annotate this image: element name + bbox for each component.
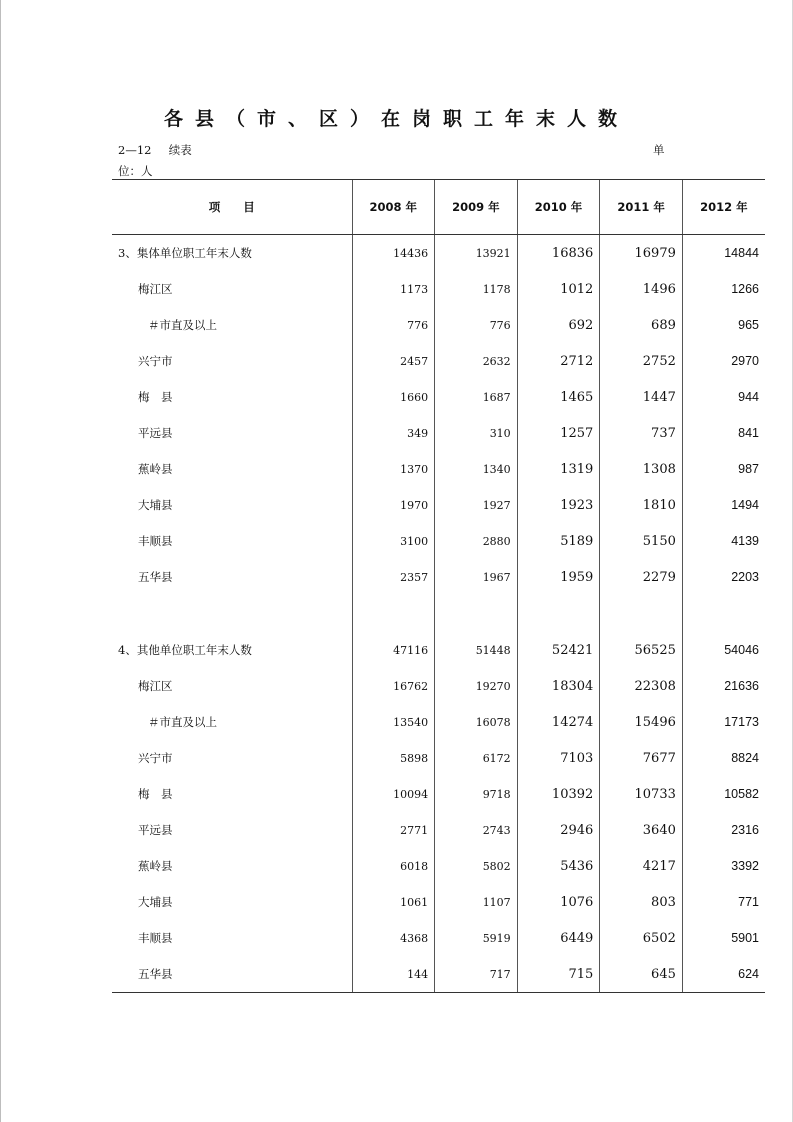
- cell-value-2012: 10582: [682, 776, 765, 812]
- cell-value-2009: 2632: [435, 343, 518, 379]
- cell-value-2008: 1370: [352, 451, 435, 487]
- column-header-2011: 2011 年: [600, 180, 683, 235]
- row-label: 丰顺县: [138, 534, 173, 548]
- cell-value-2011: 10733: [600, 776, 683, 812]
- cell-value-2010: 692: [517, 307, 600, 343]
- table-row: [112, 559, 765, 595]
- cell-value-2008: 10094: [352, 776, 435, 812]
- cell-value-2009: 51448: [435, 632, 518, 668]
- cell-value-2011: 7677: [600, 740, 683, 776]
- row-label: 4、其他单位职工年末人数: [118, 643, 252, 657]
- cell-value-2011: 737: [600, 415, 683, 451]
- row-label: 梅 县: [138, 390, 173, 404]
- cell-value-2012: 54046: [682, 632, 765, 668]
- cell-value-2010: 5189: [517, 523, 600, 559]
- empty-cell: [112, 595, 352, 632]
- row-label: 梅江区: [138, 282, 173, 296]
- cell-value-2008: 144: [352, 956, 435, 993]
- cell-value-2008: 4368: [352, 920, 435, 956]
- cell-value-2008: 2771: [352, 812, 435, 848]
- cell-value-2011: 16979: [600, 235, 683, 272]
- cell-value-2008: 14436: [352, 235, 435, 272]
- cell-value-2009: 776: [435, 307, 518, 343]
- row-label: ＃市直及以上: [148, 715, 217, 729]
- cell-value-2012: 3392: [682, 848, 765, 884]
- cell-value-2012: 17173: [682, 704, 765, 740]
- section-row: [112, 235, 765, 272]
- cell-value-2010: 52421: [517, 632, 600, 668]
- cell-value-2009: 1178: [435, 271, 518, 307]
- cell-value-2012: 4139: [682, 523, 765, 559]
- cell-value-2009: 6172: [435, 740, 518, 776]
- cell-value-2009: 13921: [435, 235, 518, 272]
- cell-value-2009: 310: [435, 415, 518, 451]
- cell-value-2011: 645: [600, 956, 683, 993]
- cell-value-2009: 1967: [435, 559, 518, 595]
- table-header-row: [112, 180, 765, 235]
- row-label: 平远县: [138, 426, 173, 440]
- cell-value-2008: 6018: [352, 848, 435, 884]
- cell-value-2010: 5436: [517, 848, 600, 884]
- cell-value-2009: 19270: [435, 668, 518, 704]
- row-label: 3、集体单位职工年末人数: [118, 246, 252, 260]
- section-row: [112, 632, 765, 668]
- cell-value-2010: 16836: [517, 235, 600, 272]
- row-label: ＃市直及以上: [148, 318, 217, 332]
- cell-value-2010: 2712: [517, 343, 600, 379]
- cell-value-2011: 1496: [600, 271, 683, 307]
- cell-value-2010: 2946: [517, 812, 600, 848]
- cell-value-2012: 944: [682, 379, 765, 415]
- cell-value-2011: 22308: [600, 668, 683, 704]
- cell-value-2009: 2880: [435, 523, 518, 559]
- table-row: [112, 415, 765, 451]
- cell-value-2009: 717: [435, 956, 518, 993]
- row-label: 梅江区: [138, 679, 173, 693]
- cell-value-2010: 1076: [517, 884, 600, 920]
- row-label: 五华县: [112, 956, 352, 993]
- cell-value-2012: 2316: [682, 812, 765, 848]
- cell-value-2010: 1319: [517, 451, 600, 487]
- cell-value-2012: 8824: [682, 740, 765, 776]
- cell-value-2010: 6449: [517, 920, 600, 956]
- row-label: 蕉岭县: [138, 462, 173, 476]
- cell-value-2010: 1959: [517, 559, 600, 595]
- cell-value-2012: 21636: [682, 668, 765, 704]
- table-number: [118, 142, 192, 158]
- cell-value-2009: 1687: [435, 379, 518, 415]
- cell-value-2008: 1660: [352, 379, 435, 415]
- cell-value-2009: 1107: [435, 884, 518, 920]
- table-row: [112, 956, 765, 993]
- spacer-row: [112, 595, 765, 632]
- cell-value-2008: 1061: [352, 884, 435, 920]
- row-label: 五华县: [138, 570, 173, 584]
- empty-cell: [435, 595, 518, 632]
- cell-value-2008: 3100: [352, 523, 435, 559]
- row-label: 大埔县: [138, 895, 173, 909]
- column-header-2009: 2009 年: [435, 180, 518, 235]
- cell-value-2012: 624: [682, 956, 765, 993]
- cell-value-2010: 1923: [517, 487, 600, 523]
- column-header-item: 项 目: [112, 180, 352, 235]
- cell-value-2012: 987: [682, 451, 765, 487]
- cell-value-2008: 776: [352, 307, 435, 343]
- row-label: 平远县: [138, 823, 173, 837]
- cell-value-2009: 5802: [435, 848, 518, 884]
- cell-value-2012: 14844: [682, 235, 765, 272]
- cell-value-2009: 5919: [435, 920, 518, 956]
- row-label: 兴宁市: [138, 354, 173, 368]
- table-row: [112, 487, 765, 523]
- cell-value-2010: 1012: [517, 271, 600, 307]
- cell-value-2010: 18304: [517, 668, 600, 704]
- unit-label-part1: 单: [653, 143, 665, 157]
- table-row: [112, 884, 765, 920]
- table-row: [112, 343, 765, 379]
- table-row: [112, 776, 765, 812]
- continued-label: 续表: [168, 143, 192, 157]
- cell-value-2010: 1257: [517, 415, 600, 451]
- cell-value-2011: 2279: [600, 559, 683, 595]
- table-number-value: 2—12: [118, 143, 152, 157]
- page-edge: [0, 0, 1, 1122]
- cell-value-2011: 56525: [600, 632, 683, 668]
- table-row: [112, 379, 765, 415]
- cell-value-2011: 6502: [600, 920, 683, 956]
- cell-value-2012: 5901: [682, 920, 765, 956]
- column-header-2012: 2012 年: [682, 180, 765, 235]
- cell-value-2011: 3640: [600, 812, 683, 848]
- empty-cell: [600, 595, 683, 632]
- data-table: [112, 179, 765, 993]
- table-row: [112, 920, 765, 956]
- row-label: 蕉岭县: [138, 859, 173, 873]
- column-header-2008: 2008 年: [352, 180, 435, 235]
- cell-value-2012: 1266: [682, 271, 765, 307]
- cell-value-2012: 771: [682, 884, 765, 920]
- cell-value-2009: 9718: [435, 776, 518, 812]
- table-row: [112, 451, 765, 487]
- cell-value-2011: 2752: [600, 343, 683, 379]
- cell-value-2008: 13540: [352, 704, 435, 740]
- table-row: [112, 740, 765, 776]
- table-row: [112, 307, 765, 343]
- cell-value-2010: 10392: [517, 776, 600, 812]
- cell-value-2010: 7103: [517, 740, 600, 776]
- cell-value-2008: 1173: [352, 271, 435, 307]
- table-row: [112, 812, 765, 848]
- table-row: [112, 668, 765, 704]
- empty-cell: [517, 595, 600, 632]
- cell-value-2011: 5150: [600, 523, 683, 559]
- cell-value-2012: 1494: [682, 487, 765, 523]
- cell-value-2011: 803: [600, 884, 683, 920]
- cell-value-2009: 16078: [435, 704, 518, 740]
- page-title: 各县（市、区）在岗职工年末人数: [163, 108, 629, 130]
- cell-value-2011: 15496: [600, 704, 683, 740]
- row-label: 丰顺县: [138, 931, 173, 945]
- cell-value-2009: 1340: [435, 451, 518, 487]
- cell-value-2008: 5898: [352, 740, 435, 776]
- column-header-2010: 2010 年: [517, 180, 600, 235]
- cell-value-2011: 1447: [600, 379, 683, 415]
- cell-value-2012: 2203: [682, 559, 765, 595]
- row-label: 兴宁市: [138, 751, 173, 765]
- table-row: [112, 848, 765, 884]
- empty-cell: [682, 595, 765, 632]
- cell-value-2010: 715: [517, 956, 600, 993]
- cell-value-2008: 1970: [352, 487, 435, 523]
- cell-value-2010: 1465: [517, 379, 600, 415]
- cell-value-2008: 2357: [352, 559, 435, 595]
- cell-value-2011: 1810: [600, 487, 683, 523]
- unit-label-part2: 位：人: [118, 164, 153, 178]
- row-label: 梅 县: [138, 787, 173, 801]
- cell-value-2008: 47116: [352, 632, 435, 668]
- row-label: 大埔县: [138, 498, 173, 512]
- cell-value-2009: 2743: [435, 812, 518, 848]
- cell-value-2012: 965: [682, 307, 765, 343]
- table-row: [112, 271, 765, 307]
- cell-value-2011: 1308: [600, 451, 683, 487]
- table-row: [112, 523, 765, 559]
- empty-cell: [352, 595, 435, 632]
- cell-value-2008: 16762: [352, 668, 435, 704]
- cell-value-2011: 689: [600, 307, 683, 343]
- cell-value-2012: 841: [682, 415, 765, 451]
- cell-value-2012: 2970: [682, 343, 765, 379]
- cell-value-2010: 14274: [517, 704, 600, 740]
- cell-value-2011: 4217: [600, 848, 683, 884]
- cell-value-2008: 2457: [352, 343, 435, 379]
- table-row: [112, 704, 765, 740]
- cell-value-2008: 349: [352, 415, 435, 451]
- cell-value-2009: 1927: [435, 487, 518, 523]
